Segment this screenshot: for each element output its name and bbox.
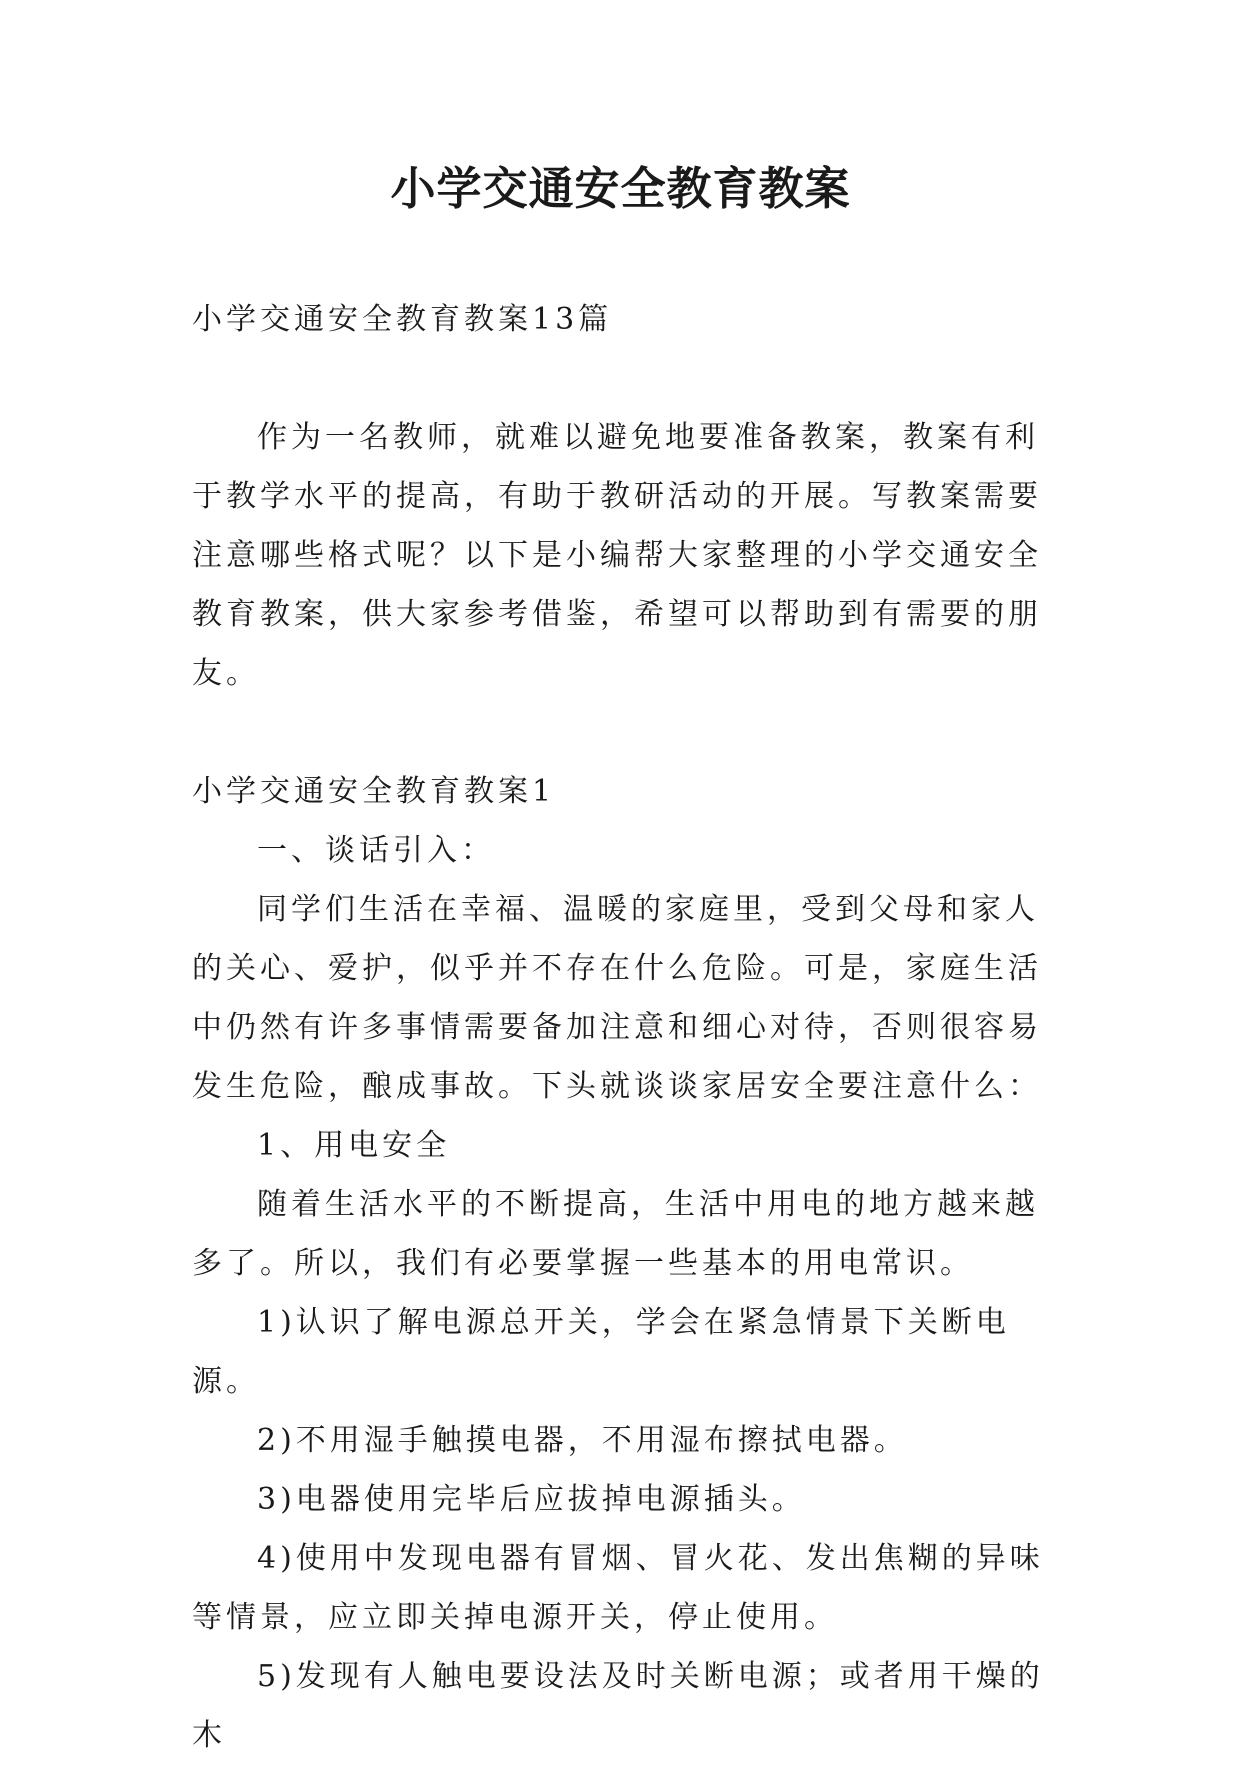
list-item: 1)认识了解电源总开关，学会在紧急情景下关断电源。 xyxy=(192,1305,1010,1399)
document-subtitle: 小学交通安全教育教案13篇 xyxy=(192,302,613,337)
list-item: 4)使用中发现电器有冒烟、冒火花、发出焦糊的异味等情景，应立即关掉电源开关，停止使用。 xyxy=(192,1541,1044,1635)
body-paragraph: 同学们生活在幸福、温暖的家庭里，受到父母和家人的关心、爱护，似乎并不存在什么危险。可是，家庭生活中仍然有许多事情需要备加注意和细心对待，否则很容易发生危险，酿成事故。下头就谈谈家居安全要注意什么： xyxy=(192,892,1042,1104)
item-heading: 1、用电安全 xyxy=(257,1128,451,1163)
page-title: 小学交通安全教育教案 xyxy=(390,162,851,215)
document-body xyxy=(192,290,1052,1765)
body-paragraph: 随着生活水平的不断提高，生活中用电的地方越来越多了。所以，我们有必要掌握一些基本的用电常识。 xyxy=(192,1187,1039,1281)
intro-paragraph: 作为一名教师，就难以避免地要准备教案，教案有利于教学水平的提高，有助于教研活动的开展。写教案需要注意哪些格式呢？以下是小编帮大家整理的小学交通安全教育教案，供大家参考借鉴，希望可以帮助到有需要的朋友。 xyxy=(192,420,1042,691)
list-item: 3)电器使用完毕后应拔掉电源插头。 xyxy=(257,1482,806,1517)
list-item: 2)不用湿手触摸电器，不用湿布擦拭电器。 xyxy=(257,1423,908,1458)
list-item: 5)发现有人触电要设法及时关断电源；或者用干燥的木 xyxy=(192,1659,1044,1753)
section-heading: 小学交通安全教育教案1 xyxy=(192,774,556,809)
part-heading: 一、谈话引入： xyxy=(257,833,495,868)
